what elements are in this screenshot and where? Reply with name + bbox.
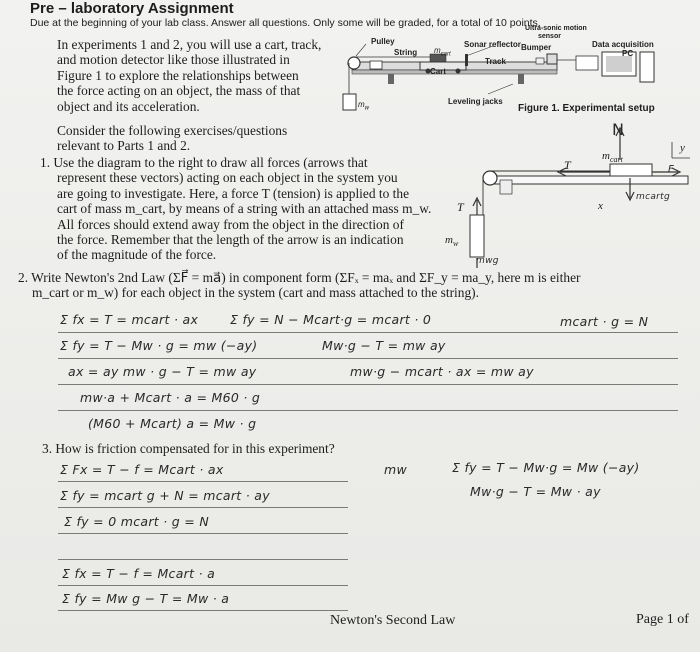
fbd-label-T2: T [457, 200, 464, 214]
q3-answer-line: Σ fx = T − f = Mcart · a [62, 566, 216, 581]
label-ultrasonic: Ultra-sonic motion [525, 25, 587, 32]
pc-tower [640, 52, 654, 82]
q1-line: of the magnitude of the force. [57, 247, 217, 263]
q2-answer-line: mcart · g = N [560, 314, 649, 329]
q3-answer-line: Σ fy = 0 mcart · g = N [64, 514, 209, 529]
intro-line: Figure 1 to explore the relationships between [57, 67, 299, 83]
q3-answer-line: Σ fy = mcart g + N = mcart · ay [60, 488, 270, 503]
fbd-track [488, 176, 688, 184]
q1-line: 1. Use the diagram to the right to draw all forces (arrows that [40, 155, 368, 170]
fbd-pulley [483, 171, 497, 185]
assignment-title: Pre – laboratory Assignment [30, 0, 234, 17]
assignment-instructions: Due at the beginning of your lab class. Answer all questions. Only some will be graded, for a total of 10 points. [30, 17, 541, 29]
sensor-shape [547, 54, 557, 64]
fbd-label-y: y [680, 142, 685, 154]
intro-line: In experiments 1 and 2, you will use a cart, track, [57, 37, 322, 52]
q3-answer-line: Σ fy = Mw g − T = Mw · a [62, 591, 230, 606]
question-3: 3. How is friction compensated for in this experiment? [42, 441, 335, 456]
label-pulley: Pulley [371, 37, 395, 46]
daq-shape [576, 56, 598, 70]
consider-paragraph [57, 123, 337, 154]
intro-line: the force acting on an object, the mass of that [57, 83, 301, 99]
q3-answer-line: Σ Fx = T − f = Mcart · ax [60, 462, 224, 477]
label-mw: $m_w$ [358, 100, 370, 112]
fbd-label-N: N [612, 120, 625, 139]
label-leveling: Leveling jacks [448, 97, 503, 106]
fbd-label-x: x [598, 200, 603, 212]
consider-line: Consider the following exercises/questions [57, 123, 288, 138]
fbd-label-mcartg: mcartg [636, 192, 670, 202]
q1-line: cart of mass m_cart, by means of a string with an attached mass m_w. [57, 201, 432, 217]
q2-answer-line: Σ fx = T = mcart · ax [60, 312, 199, 327]
label-bumper: Bumper [521, 43, 552, 52]
pulley-shape [348, 57, 360, 69]
free-body-diagram [440, 120, 700, 270]
q1-line: represent these vectors) acting on each object in the system you [57, 170, 398, 186]
label-daq: Data acquisition [592, 40, 654, 49]
intro-line: object and its acceleration. [57, 98, 200, 114]
fbd-label-mw: $m_w$ [445, 234, 459, 249]
q1-line: are going to investigate. Here, a force T (tension) is applied to the [57, 185, 410, 201]
intro-paragraph [57, 37, 332, 114]
fbd-label-F: F [668, 164, 675, 175]
q2-line-1: 2. Write Newton's 2nd Law (ΣF⃗ = ma⃗) in component form (ΣFₓ = maₓ and ΣF_y = ma_y, here m is either [18, 270, 581, 285]
q3-answer-line: Σ fy = T − Mw·g = Mw (−ay) [452, 460, 640, 475]
figure-1-caption: Figure 1. Experimental setup [518, 103, 655, 114]
fbd-cart [610, 164, 652, 176]
q2-answer-line: mw·g − mcart · ax = mw ay [350, 364, 534, 379]
q2-answer-line: Σ fy = T − Mw · g = mw (−ay) [60, 338, 258, 353]
footer-page-number: Page 1 of [636, 612, 689, 627]
hanging-mass-shape [343, 94, 356, 110]
fbd-label-mwg: mwg [476, 256, 499, 266]
q2-answer-line: (M60 + Mcart) a = Mw · g [88, 416, 257, 431]
q1-line: All forces should extend away from the object in the direction of [57, 216, 404, 232]
label-track: Track [485, 57, 506, 66]
q2-answer-line: mw·a + Mcart · a = M60 · g [80, 390, 261, 405]
label-sensor: sensor [538, 33, 561, 40]
footer-title: Newton's Second Law [330, 613, 456, 628]
fbd-label-mcart: $m_{cart}$ [602, 150, 623, 165]
q3-answer-line: Mw·g − T = Mw · ay [470, 484, 601, 499]
label-pc: PC [622, 49, 634, 58]
q2-answer-line: Σ fy = N − Mcart·g = mcart · 0 [230, 312, 432, 327]
label-mcart: $m_{cart}$ [434, 46, 451, 58]
label-sonar: Sonar reflector [464, 40, 521, 49]
consider-line: relevant to Parts 1 and 2. [57, 138, 191, 154]
q1-line: the force. Remember that the length of the arrow is an indication [57, 232, 404, 248]
q2-answer-line: ax = ay mw · g − T = mw ay [68, 364, 257, 379]
q2-answer-line: Mw·g − T = mw ay [322, 338, 446, 353]
question-2 [18, 270, 698, 301]
intro-line: and motion detector like those illustrated in [57, 52, 290, 68]
label-string: String [394, 48, 418, 57]
fbd-label-T: T [564, 158, 571, 172]
fbd-hanging-mass [470, 215, 484, 257]
q3-answer-line: mw [384, 462, 407, 477]
question-1 [40, 155, 440, 263]
label-cart: Cart [430, 67, 447, 76]
q2-line-2: m_cart or m_w) for each object in the system (cart and mass attached to the string). [32, 285, 479, 301]
